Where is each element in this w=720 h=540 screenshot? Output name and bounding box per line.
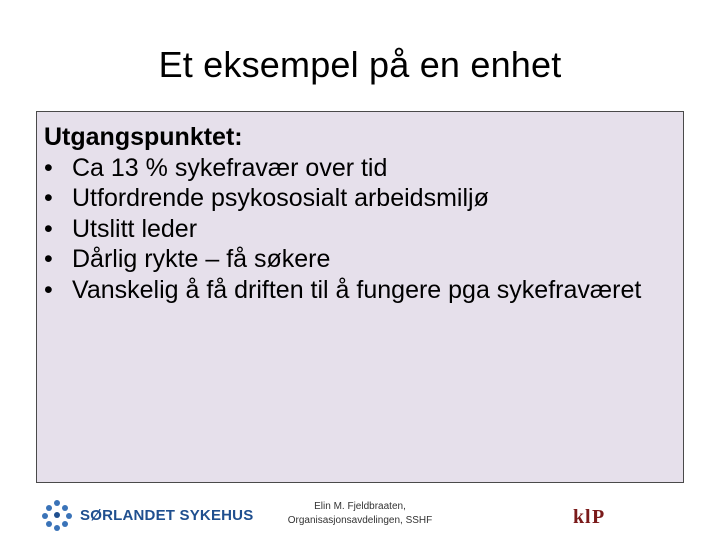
author-department: Organisasjonsavdelingen, SSHF [287,515,433,526]
bullet-text: Vanskelig å få driften til å fungere pga sykefraværet [72,275,642,304]
bullet-text: Ca 13 % sykefravær over tid [72,153,388,182]
klp-logo-icon [573,504,613,528]
list-item [44,153,673,184]
bullet-icon: • [44,245,53,273]
bullet-text: Utfordrende psykososialt arbeidsmiljø [72,184,489,212]
footer-author [270,500,450,528]
content-text [44,122,673,305]
list-item [44,244,673,275]
bullet-text: Dårlig rykte – få søkere [72,245,331,273]
klp-logo [573,504,613,534]
content-box [36,111,684,483]
sorlandet-sykehus-logo [42,500,253,530]
slide-title: Et eksempel på en enhet [158,44,562,85]
logo-text: SØRLANDET SYKEHUS [80,506,254,524]
bullet-text: Utslitt leder [72,214,198,243]
bullet-icon: • [44,214,53,243]
bullet-icon: • [44,275,53,304]
logo-dots-icon [42,500,72,530]
bullet-icon: • [44,184,53,212]
bullet-list [44,153,673,306]
bullet-icon: • [44,153,53,182]
author-name: Elin M. Fjeldbraaten, [314,501,406,512]
svg-text:l: l [585,506,592,528]
svg-text:P: P [592,506,605,528]
content-heading: Utgangspunktet: [44,123,243,151]
svg-text:k: k [573,506,585,528]
list-item [44,275,673,306]
list-item [44,214,673,245]
list-item [44,183,673,214]
